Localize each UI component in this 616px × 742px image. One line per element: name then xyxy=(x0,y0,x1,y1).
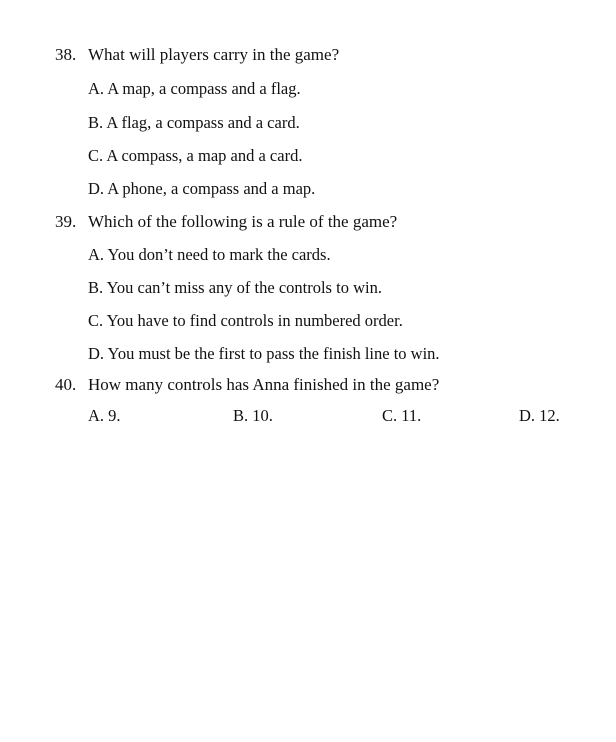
question-number: 39. xyxy=(55,212,77,231)
question-40-option-b: B. 10. xyxy=(233,406,273,425)
question-40-option-c: C. 11. xyxy=(382,406,422,425)
question-38-option-a: A. A map, a compass and a flag. xyxy=(88,79,301,98)
question-number: 38. xyxy=(55,45,77,64)
question-39 xyxy=(55,211,397,233)
question-text: Which of the following is a rule of the game? xyxy=(88,212,398,231)
question-38 xyxy=(55,44,339,66)
question-39-option-c: C. You have to find controls in numbered order. xyxy=(88,311,403,330)
question-38-option-d: D. A phone, a compass and a map. xyxy=(88,179,316,198)
question-39-option-a: A. You don’t need to mark the cards. xyxy=(88,245,331,264)
question-38-option-b: B. A flag, a compass and a card. xyxy=(88,113,300,132)
question-40 xyxy=(55,374,439,396)
question-40-option-d: D. 12. xyxy=(519,406,560,425)
question-38-option-c: C. A compass, a map and a card. xyxy=(88,146,303,165)
question-39-option-b: B. You can’t miss any of the controls to win. xyxy=(88,278,382,297)
question-40-option-a: A. 9. xyxy=(88,406,121,425)
question-number: 40. xyxy=(55,375,77,394)
question-text: What will players carry in the game? xyxy=(88,45,340,64)
question-39-option-d: D. You must be the first to pass the finish line to win. xyxy=(88,344,440,363)
question-text: How many controls has Anna finished in the game? xyxy=(88,375,440,394)
